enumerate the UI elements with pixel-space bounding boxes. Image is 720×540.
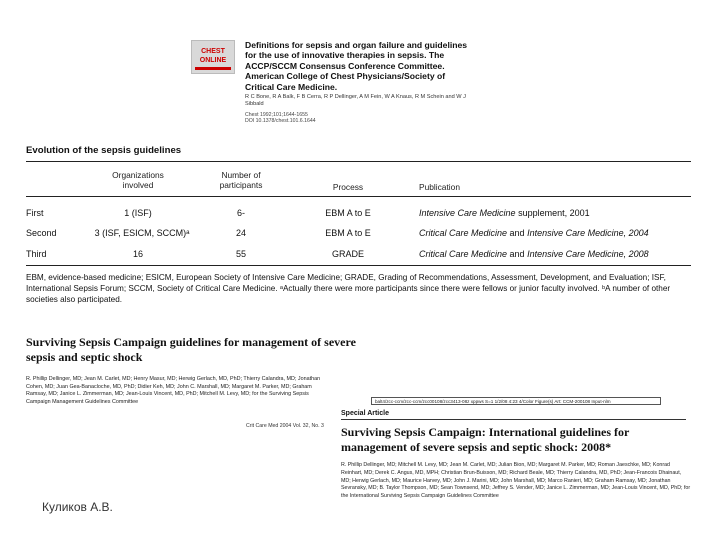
header-publication: Publication xyxy=(419,182,460,192)
author-signature: Куликов А.В. xyxy=(42,500,113,514)
row-1-publication-journal: Intensive Care Medicine xyxy=(419,208,516,218)
header-article-meta-line1: Chest 1992;101;1644-1655 xyxy=(245,112,308,118)
chest-online-logo xyxy=(191,40,235,74)
header-article-meta-line2: DOI 10.1378/chest.101.6.1644 xyxy=(245,118,316,125)
row-1-participants: 6- xyxy=(236,208,245,218)
row-3-organizations: 16 xyxy=(132,249,143,259)
row-3-process: GRADE xyxy=(331,249,364,259)
row-2-edition: Second xyxy=(26,228,57,238)
row-1-organizations: 1 (ISF) xyxy=(124,208,152,218)
ssc-2008-title: Surviving Sepsis Campaign: International guidelines for management of severe sepsis and septic shock: 2008* xyxy=(341,425,630,454)
row-2-process: EBM A to E xyxy=(325,228,371,238)
ssc-2004-authors: R. Phillip Dellinger, MD; Jean M. Carlet, MD; Henry Masur, MD; Herwig Gerlach, MD, PhD; Thierry Calandra, MD; Jonathan Cohen, MD; Juan Gea-Banacloche, MD, PhD; Didier Keh, MD; John C. Marshall, MD; Margaret M. Parker, MD; Graham Ramsay, MD; Janice L. Zimmerman, MD; Jean-Louis Vincent, MD, PhD; Mitchell M. Levy, MD; for the Surviving Sepsis Campaign Management Guidelines Committee xyxy=(26,376,321,405)
row-2-organizations: 3 (ISF, ESICM, SCCM)ᵃ xyxy=(94,228,190,238)
ssc-2008-journal-bar: balt4/zcc-ccm/zcc-ccm/zcc00108/zcc3413-08z xppws S=1 1/2/08 4:23 4/Color Figure(s) Art: CCM-200108 Input-nlm xyxy=(371,397,661,405)
row-3-publication-plain: and xyxy=(509,249,525,259)
logo-bar xyxy=(195,67,231,70)
row-2-publication-tail: Intensive Care Medicine, 2004 xyxy=(527,228,649,238)
header-participants: Number of participants xyxy=(219,170,263,190)
row-3-publication-tail: Intensive Care Medicine, 2008 xyxy=(527,249,649,259)
row-2-publication-journal: Critical Care Medicine xyxy=(419,228,508,238)
row-2-participants: 24 xyxy=(235,228,246,238)
row-1-edition: First xyxy=(26,208,44,218)
row-1-publication-plain: supplement, 2001 xyxy=(518,208,590,218)
ssc-2008-authors: R. Phillip Dellinger, MD; Mitchell M. Levy, MD; Jean M. Carlet, MD; Julian Bion, MD; Margaret M. Parker, MD; Roman Jaeschke, MD; Konrad Reinhart, MD; Derek C. Angus, MD, MPH; Christian Brun-Buisson, MD; Richard Beale, MD; Thierry Calandra, MD, PhD; Jean-Francois Dhainaut, MD; Herwig Gerlach, MD; Maurice Harvey, MD; John J. Marini, MD; John Marshall, MD; Marco Ranieri, MD; Graham Ramsay, MD; Jonathan Sevransky, MD; B. Taylor Thompson, MD; Sean Townsend, MD; Jeffrey S. Vender, MD; Janice L. Zimmerman, MD; Jean-Louis Vincent, MD, PhD; for the International Surviving Sepsis Campaign Guidelines Committee xyxy=(341,462,691,500)
table-top-rule xyxy=(26,161,691,162)
special-article-rule xyxy=(341,419,686,420)
row-3-publication xyxy=(419,249,649,260)
row-2-publication xyxy=(419,228,649,239)
logo-text: CHEST ONLINE xyxy=(199,48,227,64)
row-1-publication xyxy=(419,208,590,219)
row-3-publication-journal: Critical Care Medicine xyxy=(419,249,508,259)
ssc-2004-citation: Crit Care Med 2004 Vol. 32, No. 3 xyxy=(246,423,324,429)
table-bottom-rule xyxy=(26,265,691,266)
header-process: Process xyxy=(332,182,364,192)
header-article-authors: R C Bone, R A Balk, F B Cerra, R P Dellinger, A M Fein, W A Knaus, R M Schein and W J Sibbald xyxy=(245,94,466,107)
header-organizations: Organizations involved xyxy=(112,170,164,190)
header-article-meta xyxy=(245,112,445,125)
row-2-publication-plain: and xyxy=(509,228,525,238)
row-3-edition: Third xyxy=(26,249,47,259)
table-header-rule xyxy=(26,196,691,197)
row-3-participants: 55 xyxy=(235,249,246,259)
header-article-title: Definitions for sepsis and organ failure and guidelines for the use of innovative therapies in sepsis. The ACCP/SCCM Consensus Conference Committee. American College of Chest Physicians/Society of Critical Care Medicine. xyxy=(245,40,468,92)
table-footnote: EBM, evidence-based medicine; ESICM, European Society of Intensive Care Medicine; GRADE, Grading of Recommendations, Assessment, Development, and Evaluation; ISF, International Sepsis Forum; SCCM, Society of Critical Care Medicine. ᵃActually there were more participants since there were fellows or junior faculty involved. ᵇA number of other societies also participated. xyxy=(26,273,671,305)
ssc-2004-title: Surviving Sepsis Campaign guidelines for management of severe sepsis and septic shock xyxy=(26,335,356,364)
row-1-process: EBM A to E xyxy=(325,208,371,218)
special-article-label: Special Article xyxy=(341,410,389,417)
table-title: Evolution of the sepsis guidelines xyxy=(26,145,182,156)
